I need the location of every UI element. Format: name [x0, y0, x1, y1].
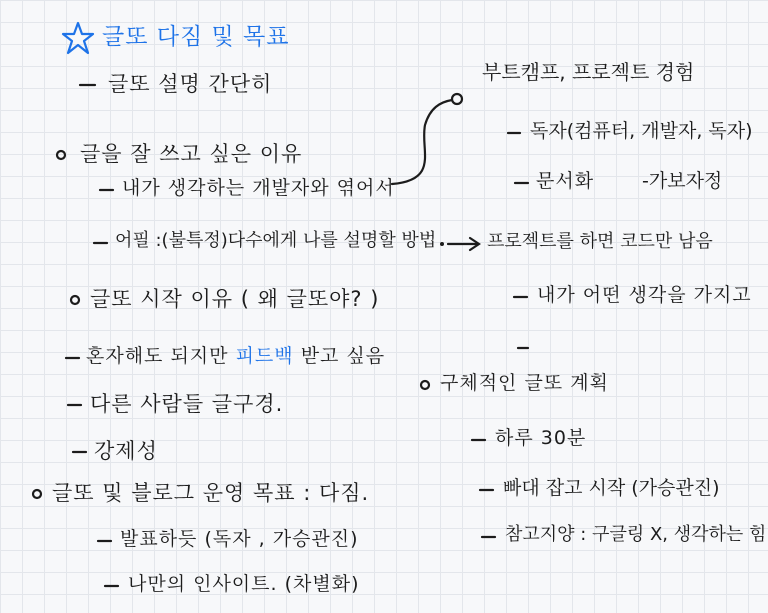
feedback-prefix: 혼자해도 되지만 [86, 345, 229, 367]
plan-item-2: 빠대 잡고 시작 (가승관진) [503, 477, 720, 499]
plan-item-3: 참고지양 : 구글링 X, 생각하는 힘 [505, 524, 767, 545]
page-title: 글또 다짐 및 목표 [102, 24, 290, 50]
plan-heading: 구체적인 글또 계획 [440, 372, 609, 394]
why-write-heading: 글을 잘 쓰고 싶은 이유 [80, 142, 303, 166]
bootcamp-heading: 부트캠프, 프로젝트 경험 [482, 60, 695, 84]
blog-goal-item-2: 나만의 인사이트. (차별화) [128, 573, 360, 595]
feedback-suffix: 받고 싶음 [300, 345, 386, 367]
plan-item-1: 하루 30분 [495, 427, 587, 449]
bootcamp-item-3: -가보자정 [642, 170, 723, 192]
arrow-result-text: 프로젝트를 하면 코드만 남음 [487, 231, 713, 252]
feedback-highlight: 피드백 [235, 345, 294, 367]
think-line: 내가 어떤 생각을 가지고 [537, 284, 752, 306]
why-start-item-1: 다른 사람들 글구경. [90, 392, 284, 416]
bootcamp-item-1: 독자(컴퓨터, 개발자, 독자) [530, 120, 753, 142]
blog-goal-heading: 글또 및 블로그 운영 목표 : 다짐. [52, 481, 370, 505]
why-write-item-1: 내가 생각하는 개발자와 엮어서 [122, 177, 395, 199]
bootcamp-item-2: 문서화 [536, 170, 595, 192]
blog-goal-item-1: 발표하듯 (독자 , 가승관진) [120, 528, 359, 550]
why-start-heading: 글또 시작 이유 ( 왜 글또야? ) [90, 287, 380, 311]
why-write-item-2: 어필 :(불특정)다수에게 나를 설명할 방법 [115, 230, 437, 251]
title-subtitle: 글또 설명 간단히 [108, 72, 273, 96]
why-start-item-2: 강제성 [94, 439, 158, 463]
feedback-line [86, 347, 385, 366]
